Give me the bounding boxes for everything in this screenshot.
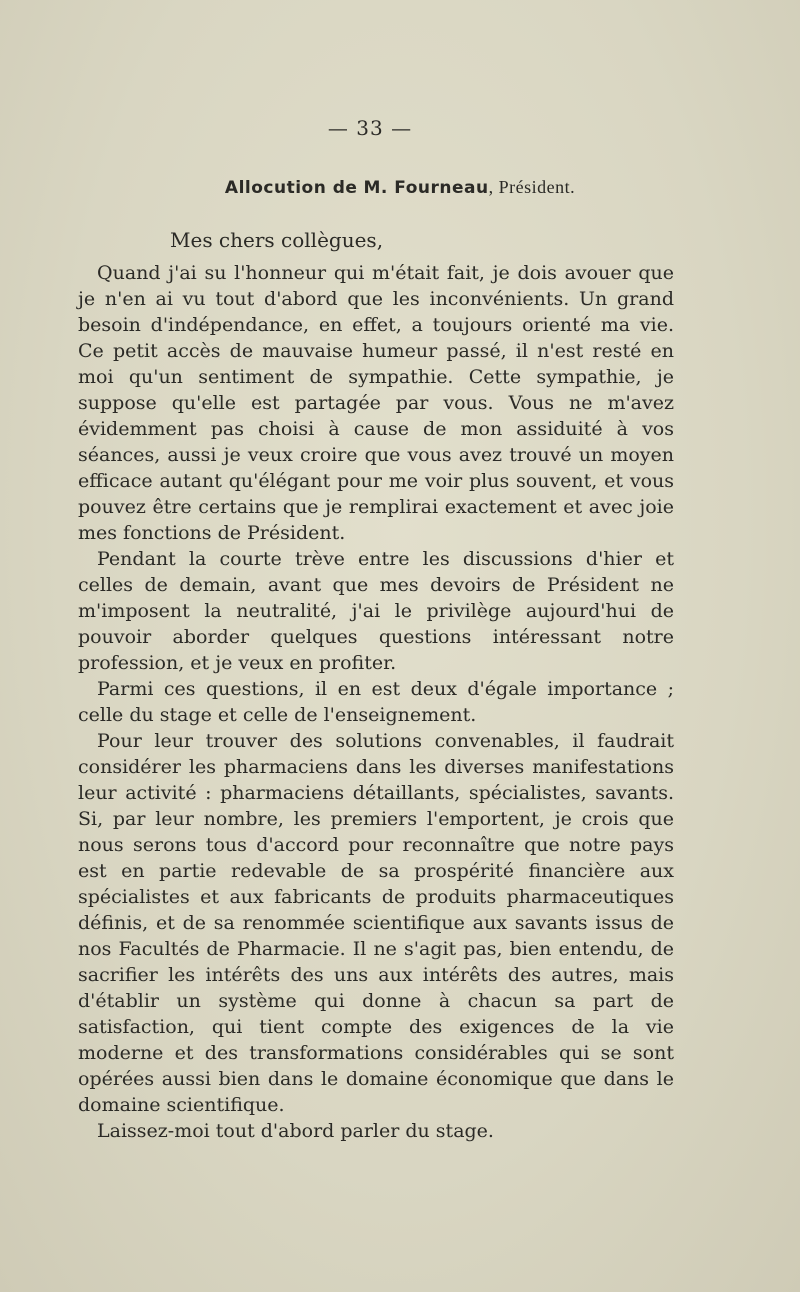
body-text	[78, 260, 674, 1144]
heading-lead: Allocution de	[224, 178, 358, 198]
paragraph: Parmi ces questions, il en est deux d'égale importance ; celle du stage et celle de l'enseignement.	[78, 678, 674, 726]
paragraph: Laissez-moi tout d'abord parler du stage.	[97, 1120, 494, 1142]
heading-name: M. Fourneau	[363, 178, 489, 198]
section-heading	[0, 176, 800, 198]
paragraph: Pour leur trouver des solutions convenables, il faudrait considérer les pharmaciens dans les diverses manifestations leur activité : pharmaciens détaillants, spécialistes, savants. Si, par leur nombre, les premiers l'emportent, je crois que nous serons tous d'accord pour reconnaître que notre pays est en partie redevable de sa prospérité financière aux spécialistes et aux fabricants de produits pharmaceutiques définis, et de sa renommée scientifique aux savants issus de nos Facultés de Pharmacie. Il ne s'agit pas, bien entendu, de sacrifier les intérêts des uns aux intérêts des autres, mais d'établir un système qui donne à chacun sa part de satisfaction, qui tient compte des exigences de la vie moderne et des transformations considérables qui se sont opérées aussi bien dans le domaine économique que dans le domaine scientifique.	[78, 730, 674, 1116]
heading-role: , Président.	[488, 177, 576, 197]
page-number: — 33 —	[327, 116, 413, 140]
paragraph: Pendant la courte trève entre les discussions d'hier et celles de demain, avant que mes devoirs de Président ne m'imposent la neutralité, j'ai le privilège aujourd'hui de pouvoir aborder quelques questions intéressant notre profession, et je veux en profiter.	[78, 548, 674, 674]
paragraph: Quand j'ai su l'honneur qui m'était fait, je dois avouer que je n'en ai vu tout d'abord que les inconvénients. Un grand besoin d'indépendance, en effet, a toujours orienté ma vie. Ce petit accès de mauvaise humeur passé, il n'est resté en moi qu'un sentiment de sympathie. Cette sympathie, je suppose qu'elle est partagée par vous. Vous ne m'avez évidemment pas choisi à cause de mon assiduité à vos séances, aussi je veux croire que vous avez trouvé un moyen efficace autant qu'élégant pour me voir plus souvent, et vous pouvez être certains que je remplirai exactement et avec joie mes fonctions de Président.	[78, 262, 674, 544]
salutation: Mes chers collègues,	[170, 228, 384, 252]
